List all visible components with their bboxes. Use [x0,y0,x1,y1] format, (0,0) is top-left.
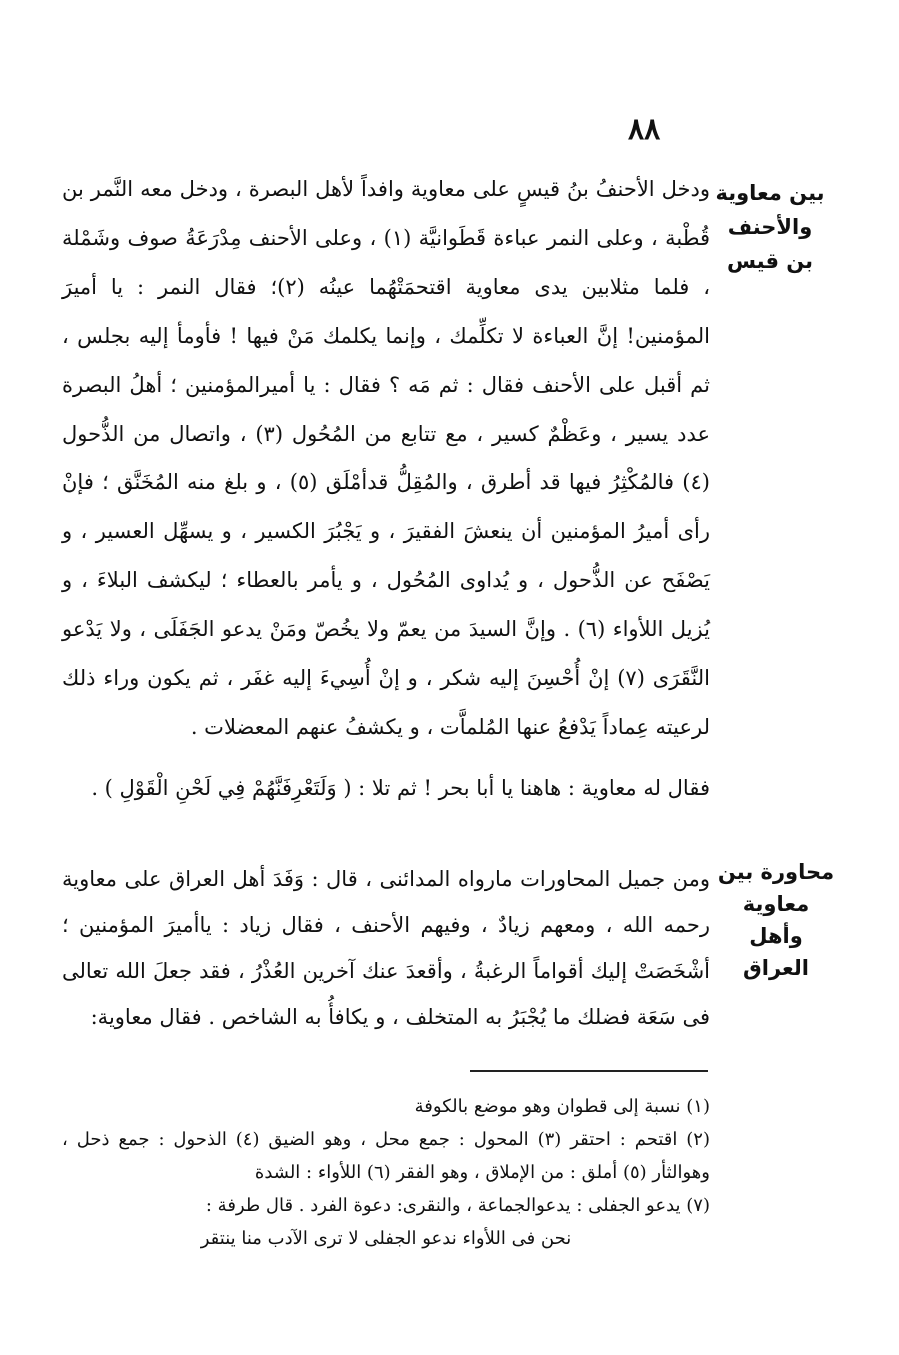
footnotes [62,1090,710,1255]
footnote-verse: نحن فى اللأواء ندعو الجفلى لا ترى الآدب منا ينتقر [200,1228,572,1249]
footnote-1: (١) نسبة إلى قطوان وهو موضع بالكوفة [414,1096,710,1117]
paragraph-iraq-delegation: ومن جميل المحاورات مارواه المدائنى ، قال : وَفَدَ أهل العراق على معاوية رحمه الله ، ومعهم زيادٌ ، وفيهم الأحنف ، فقال زياد : ياأميرَ المؤمنين ؛ أشْخَصَتْ إليك أقواماً الرغبةُ ، وأقعدَ عنك آخرين العُذْرُ ، فقد جعلَ الله تعالى فى سَعَة فضلك ما يُجْبَرُ به المتخلف ، و يكافأُ به الشاخص . فقال معاوية: [62,867,710,1029]
footnote-7: (٧) يدعو الجفلى : يدعوالجماعة ، والنقرى: دعوة الفرد . قال طرفة : [205,1195,710,1216]
footnote-2-6: (٢) اقتحم : احتقر (٣) المحول : جمع محل ، وهو الضيق (٤) الذحول : جمع ذحل ، وهوالثأر (٥) أملق : من الإملاق ، وهو الفقر (٦) اللأواء : الشدة [62,1129,710,1183]
footnote-divider [470,1070,708,1072]
margin-heading-muawiya-ahnaf: بين معاوية والأحنف بن قيس [715,181,825,273]
page-number: ٨٨ [628,112,661,147]
margin-heading-iraq-dialogue: محاورة بين معاوية وأهل العراق [717,860,835,980]
paragraph-muawiya-reply: فقال له معاوية : هاهنا يا أبا بحر ! ثم تلا : ( وَلَتَعْرِفَنَّهُمْ فِي لَحْنِ الْقَوْلِ ) . [91,776,710,800]
paragraph-ahnaf-speech: ودخل الأحنفُ بنُ قيسٍ على معاوية وافداً لأهل البصرة ، ودخل معه النَّمر بن قُطْبة ، وعلى النمر عباءة قَطَوانيَّة (١) ، وعلى الأحنف مِدْرَعَةُ صوف وشَمْلة ، فلما مثلابين يدى معاوية اقتحمَتْهُما عينُه (٢)؛ فقال النمر : يا أميرَ المؤمنين! إنَّ العباءة لا تكلِّمك ، وإنما يكلمك مَنْ فيها ! فأومأ إليه بجلس ، ثم أقبل على الأحنف فقال : ثم مَه ؟ فقال : يا أميرالمؤمنين ؛ أهلُ البصرة عدد يسير ، وعَظْمٌ كسير ، مع تتابع من المُحُول (٣) ، واتصال من الذُّحول (٤) فالمُكْثِرُ فيها قد أطرق ، والمُقِلُّ قدأمْلَق (٥) ، و بلغ منه المُخَنَّق ؛ فإنْ رأى أميرُ المؤمنين أن ينعشَ الفقيرَ ، و يَجْبُرَ الكسير ، و يسهِّل العسير ، و يَصْفَح عن الذُّحول ، و يُداوى المُحُول ، و يأمر بالعطاء ؛ ليكشف البلاءَ ، و يُزيل اللأواء (٦) . وإنَّ السيدَ من يعمّ ولا يخُصّ ومَنْ يدعو الجَفَلَى ، ولا يَدْعو النَّقَرَى (٧) إنْ أُحْسِنَ إليه شكر ، و إنْ أُسِيءَ إليه غفَر ، ثم يكون وراء ذلك لرعيته عِماداً يَدْفعُ عنها المُلماَّت ، و يكشفُ عنهم المعضلات . [62,177,711,739]
